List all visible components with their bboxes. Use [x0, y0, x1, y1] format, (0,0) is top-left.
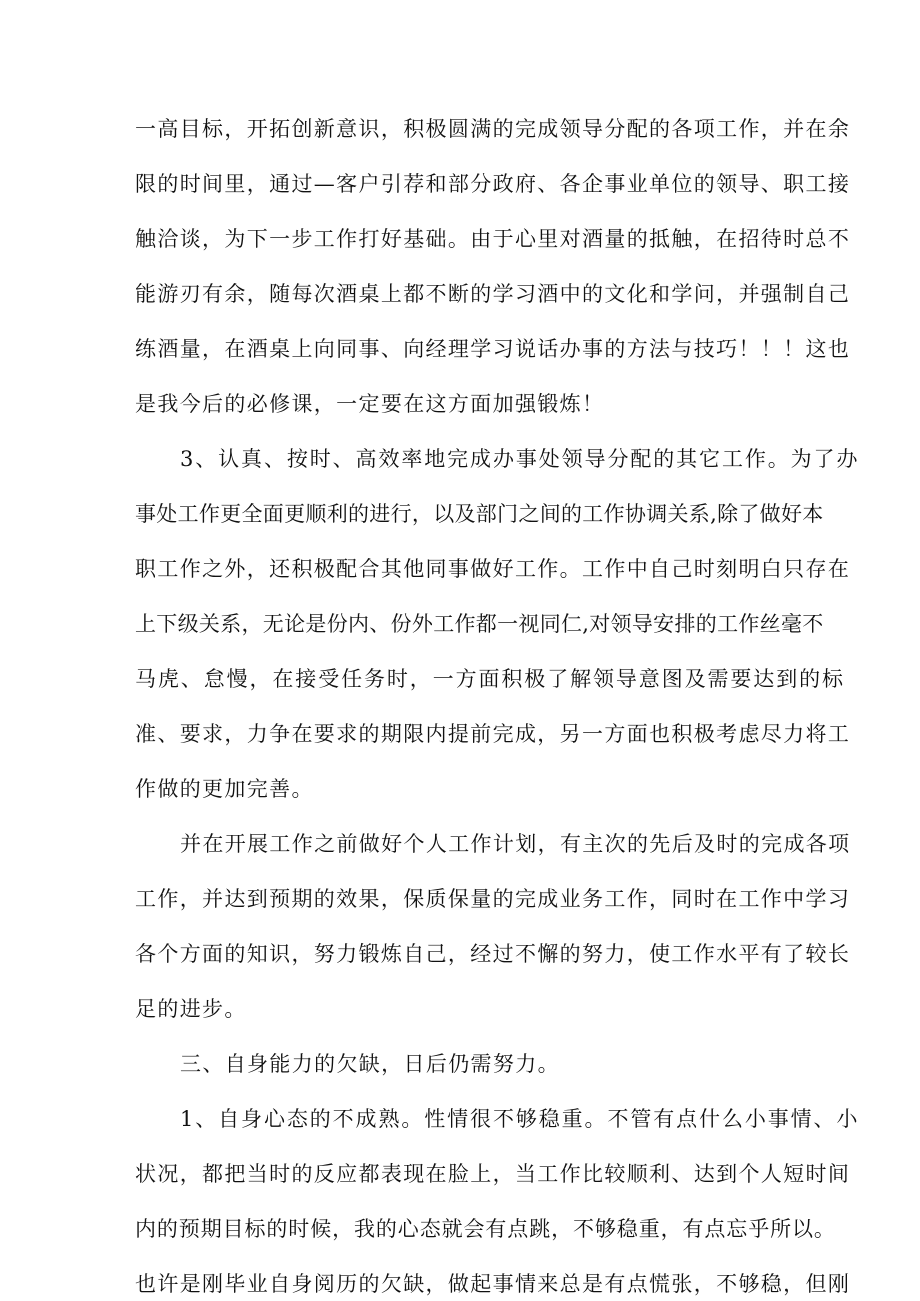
text-line: 是我今后的必修课，一定要在这方面加强锻炼！: [135, 392, 605, 416]
paragraph-first-line: 1、自身心态的不成熟。性情很不够稳重。不管有点什么小事情、小: [180, 1107, 860, 1131]
text-line: 触洽谈，为下一步工作打好基础。由于心里对酒量的抵触，在招待时总不: [135, 227, 851, 251]
section-heading: 三、自身能力的欠缺，日后仍需努力。: [180, 1052, 560, 1076]
paragraph-first-line: 并在开展工作之前做好个人工作计划，有主次的先后及时的完成各项: [180, 832, 851, 856]
text-line: 事处工作更全面更顺利的进行，以及部门之间的工作协调关系,除了做好本: [135, 502, 824, 526]
text-line: 各个方面的知识，努力锻炼自己，经过不懈的努力，使工作水平有了较长: [135, 942, 851, 966]
text-line: 一高目标，开拓创新意识，积极圆满的完成领导分配的各项工作，并在余: [135, 117, 851, 141]
text-line: 也许是刚毕业自身阅历的欠缺，做起事情来总是有点慌张，不够稳，但刚: [135, 1272, 851, 1296]
text-line: 作做的更加完善。: [135, 777, 314, 801]
text-line: 上下级关系，无论是份内、份外工作都一视同仁,对领导安排的工作丝毫不: [135, 612, 824, 636]
text-line: 职工作之外，还积极配合其他同事做好工作。工作中自己时刻明白只存在: [135, 557, 851, 581]
text-line: 练酒量，在酒桌上向同事、向经理学习说话办事的方法与技巧！！！这也: [135, 337, 851, 361]
text-line: 内的预期目标的时候，我的心态就会有点跳，不够稳重，有点忘乎所以。: [135, 1217, 836, 1241]
text-line: 马虎、怠慢，在接受任务时，一方面积极了解领导意图及需要达到的标: [135, 667, 845, 691]
text-line: 能游刃有余，随每次酒桌上都不断的学习酒中的文化和学问，并强制自己: [135, 282, 851, 306]
text-line: 限的时间里，通过—客户引荐和部分政府、各企事业单位的领导、职工接: [135, 172, 851, 196]
text-line: 状况，都把当时的反应都表现在脸上，当工作比较顺利、达到个人短时间: [135, 1162, 851, 1186]
text-line: 准、要求，力争在要求的期限内提前完成，另一方面也积极考虑尽力将工: [135, 722, 851, 746]
paragraph-first-line: 3、认真、按时、高效率地完成办事处领导分配的其它工作。为了办: [180, 447, 860, 471]
text-line: 足的进步。: [135, 997, 247, 1021]
text-line: 工作，并达到预期的效果，保质保量的完成业务工作，同时在工作中学习: [135, 887, 851, 911]
